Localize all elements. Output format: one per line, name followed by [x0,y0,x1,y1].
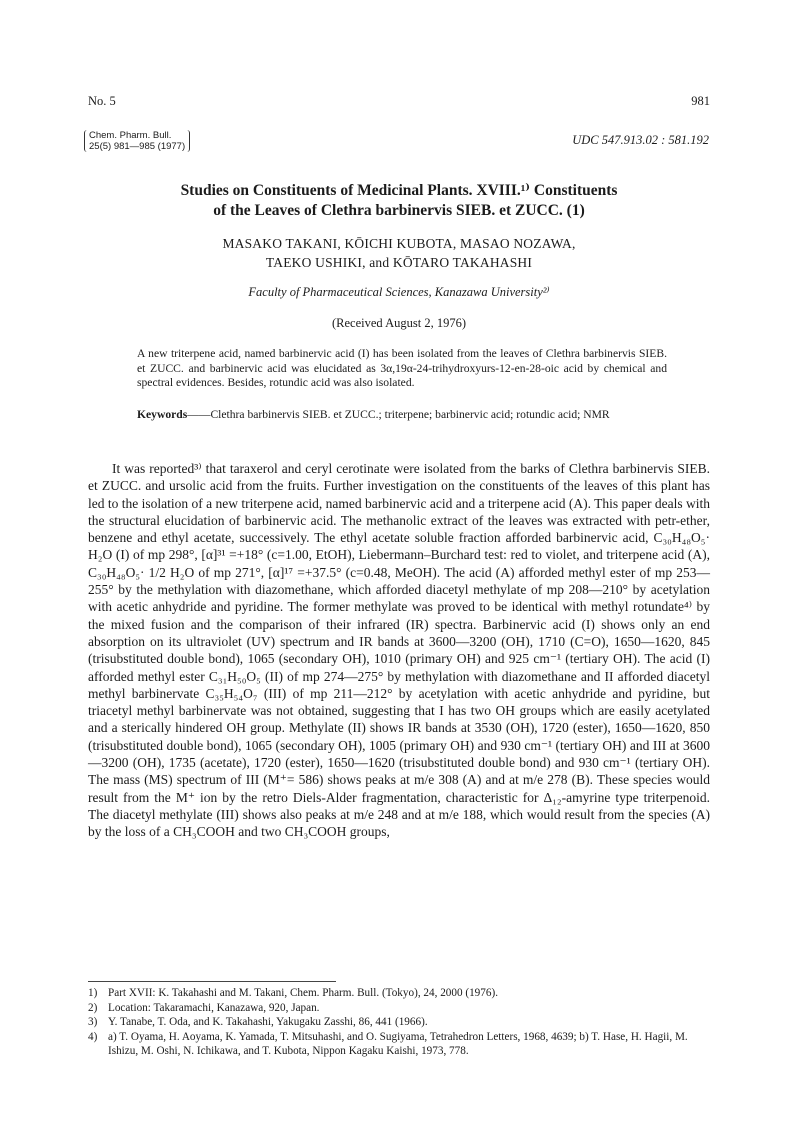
title-line-1: Studies on Constituents of Medicinal Plants. XVIII.¹⁾ Constituents [180,182,618,199]
keywords-label: Keywords [137,408,188,421]
body-paragraph: It was reported³⁾ that taraxerol and ceryl cerotinate were isolated from the barks of Clethra barbinervis SIEB. et ZUCC. and ursolic acid from the fruits. Further investigation on the constituents of the leaves of this plant has led to the isolation of a new triterpene acid, named barbinervic acid and a triterpene acid (A). This paper deals with the structural elucidation of barbinervic acid. The methanolic extract of the leaves was extracted with petr-ether, benzene and ethyl acetate, successively. The ethyl acetate soluble fraction afforded barbinervic acid, C₃₀H₄₈O₅· H₂O (I) of mp 298°, [α]³¹ =+18° (c=1.00, EtOH), Liebermann–Burchard test: red to violet, and triterpene acid (A), C₃₀H₄₈O₅· 1/2 H₂O of mp 271°, [α]¹⁷ =+37.5° (c=0.48, MeOH). The acid (A) afforded methyl ester of mp 253—255° by the methylation with diazomethane, which afforded diacetyl methylate of mp 208—210° by acetylation with acetic anhydride and pyridine. The former methylate was proved to be identical with methyl rotundate⁴⁾ by the mixed fusion and the comparison of their infrared (IR) spectra. Barbinervic acid (I) shows only an end absorption on its ultraviolet (UV) spectrum and IR bands at 3600—3200 (OH), 1710 (C=O), 1650—1620, 845 (trisubstituted double bond), 1065 (secondary OH), 1010 (primary OH) and 925 cm⁻¹ (tertiary OH). The acid (I) afforded methyl ester C₃₁H₅₀O₅ (II) of mp 274—275° by methylation with diazomethane and II afforded diacetyl methyl barbinervate C₃₅H₅₄O₇ (III) of mp 211—212° by acetylation with acetic anhydride and pyridine, but triacetyl methyl barbinervate was not obtained, suggesting that I has two OH groups which are easily acetylated and a sterically hindered OH group. Methylate (II) shows IR bands at 3530 (OH), 1720 (ester), 1650—1620, 850 (trisubstituted double bond), 1065 (secondary OH), 1005 (primary OH) and 930 cm⁻¹ (tertiary OH) and III at 3600—3200 (OH), 1735 (acetate), 1720 (ester), 1650—1620 (trisubstituted double bond) and 930 cm⁻¹ (tertiary OH). The mass (MS) spectrum of III (M⁺= 586) shows peaks at m/e 308 (A) and at m/e 278 (B). These species would result from the M⁺ ion by the retro Diels-Alder fragmentation, characteristic for Δ₁₂-amyrine type triterpenoid. The diacetyl methylate (III) shows also peaks at m/e 248 and at m/e 188, which would result from the species (A) by the loss of a CH₃COOH and two CH₃COOH groups, [88,461,711,840]
keywords-text: ——Clethra barbinervis SIEB. et ZUCC.; triterpene; barbinervic acid; rotundic acid; NMR [187,408,610,421]
footnote-number: 3) [88,1016,98,1029]
footnote-number: 1) [88,987,98,999]
footnote-text: Part XVII: K. Takahashi and M. Takani, Chem. Pharm. Bull. (Tokyo), 24, 2000 (1976). [108,987,498,999]
citation-volume: 25(5) 981—985 (1977) [89,141,186,152]
title-line-2: of the Leaves of Clethra barbinervis SIEB. et ZUCC. (1) [213,202,585,219]
citation-journal: Chem. Pharm. Bull. [89,130,172,141]
page-number: 981 [691,94,710,108]
abstract: A new triterpene acid, named barbinervic acid (I) has been isolated from the leaves of Clethra barbinervis SIEB. et ZUCC. and barbinervic acid was elucidated as 3α,19α-24-trihydroxyurs-12-en-28-oic acid by chemical and spectral evidences. Besides, rotundic acid was also isolated. [137,347,667,389]
footnote-text: Y. Tanabe, T. Oda, and K. Takahashi, Yakugaku Zasshi, 86, 441 (1966). [108,1016,428,1029]
footnotes [88,986,710,1059]
footnote-text: Location: Takaramachi, Kanazawa, 920, Japan. [108,1001,320,1014]
author-list [88,234,710,272]
footnote-2 [88,1001,710,1016]
footnote-number: 4) [88,1030,98,1043]
authors-line-2: TAEKO USHIKI, and KŌTARO TAKAHASHI [265,255,533,270]
authors-line-1: MASAKO TAKANI, KŌICHI KUBOTA, MASAO NOZAWA, [222,236,576,251]
footnote-text: a) T. Oyama, H. Aoyama, K. Yamada, T. Mitsuhashi, and O. Sugiyama, Tetrahedron Letters, 1968, 4639; b) T. Hase, H. Hagii, M. Ishizu, M. Oshi, N. Ichikawa, and T. Kubota, Nippon Kagaku Kaishi, 1973, 778. [108,1030,688,1058]
affiliation: Faculty of Pharmaceutical Sciences, Kanazawa University²⁾ [248,285,550,299]
footnote-4 [88,1030,710,1059]
journal-citation [84,130,190,152]
footnote-3 [88,1015,710,1030]
udc-code: UDC 547.913.02 : 581.192 [572,133,709,147]
footnote-rule [88,981,336,982]
article-title [88,181,710,221]
keywords [137,408,667,423]
issue-number: No. 5 [88,94,116,108]
footnote-number: 2) [88,1001,98,1014]
footnote-1 [88,986,710,1001]
body-text [88,460,710,841]
received-date: (Received August 2, 1976) [331,316,466,330]
